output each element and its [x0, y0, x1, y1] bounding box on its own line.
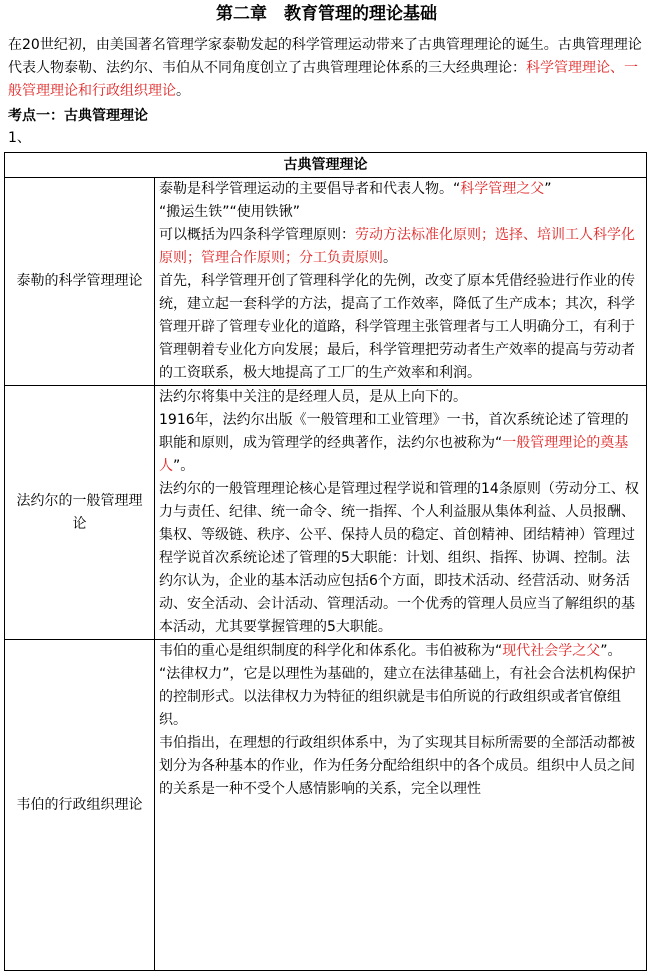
taylor-p3-text: 可以概括为四条科学管理原则：	[159, 227, 355, 243]
weber-p1-end: ”。	[600, 643, 622, 659]
row-content-weber	[155, 640, 647, 971]
fayol-p2-end: ”。	[173, 458, 195, 474]
weber-p2: “法律权力”，它是以理性为基础的，建立在法律基础上，有社会合法机构保护的控制形式。以法律权力为特征的组织就是韦伯所说的行政组织或者官僚组织。	[159, 666, 636, 728]
taylor-p2: “搬运生铁”“使用铁锹”	[159, 204, 301, 220]
row-label-weber: 韦伯的行政组织理论	[5, 640, 155, 971]
page-title: 第二章 教育管理的理论基础	[216, 4, 437, 24]
row-label-fayol: 法约尔的一般管理理论	[5, 386, 155, 640]
table-row	[5, 640, 647, 971]
taylor-p1-end: ”	[544, 181, 552, 197]
taylor-p4: 首先，科学管理开创了管理科学化的先例，改变了原本凭借经验进行作业的传统，建立起一套科学的方法，提高了工作效率，降低了生产成本；其次，科学管理开辟了管理专业化的道路，科学管理主张管理者与工人明确分工，有利于管理朝着专业化方向发展；最后，科学管理把劳动者生产效率的提高与劳动者的工资联系，极大地提高了工厂的生产效率和利润。	[159, 273, 635, 381]
classical-theory-table	[4, 152, 647, 971]
weber-p1-text: 韦伯的重心是组织制度的科学化和体系化。韦伯被称为“	[159, 643, 503, 659]
intro-highlight: 科学管理理论、一般管理理论和行政组织理论	[8, 60, 638, 99]
intro-paragraph	[8, 34, 647, 103]
section-heading: 考点一：古典管理理论	[8, 108, 148, 124]
row-label-taylor: 泰勒的科学管理理论	[5, 178, 155, 386]
table-row	[5, 386, 647, 640]
table-header-row	[5, 153, 647, 178]
weber-p1	[159, 640, 640, 663]
taylor-p3-highlight: 劳动方法标准化原则；选择、培训工人科学化原则；管理合作原则；分工负责原则	[159, 227, 635, 266]
fayol-p2-highlight: 一般管理理论的奠基人	[159, 435, 629, 474]
intro-text: 在20世纪初，由美国著名管理学家泰勒发起的科学管理运动带来了古典管理理论的诞生。古典管理理论代表人物泰勒、法约尔、韦伯从不同角度创立了古典管理理论体系的三大经典理论：	[8, 37, 642, 76]
taylor-p3-end: 。	[383, 250, 397, 266]
taylor-p3	[159, 224, 640, 270]
row-content-fayol	[155, 386, 647, 640]
fayol-p1: 法约尔将集中关注的是经理人员，是从上向下的。	[159, 389, 467, 405]
row-content-taylor	[155, 178, 647, 386]
taylor-p1-text: 泰勒是科学管理运动的主要倡导者和代表人物。“	[159, 181, 461, 197]
taylor-p1-highlight: 科学管理之父	[460, 181, 545, 197]
taylor-p1	[159, 178, 640, 201]
intro-end: 。	[176, 83, 190, 99]
table-header: 古典管理理论	[5, 153, 647, 178]
fayol-p2-text: 1916年，法约尔出版《一般管理和工业管理》一书，首次系统论述了管理的职能和原则，成为管理学的经典著作，法约尔也被称为“	[159, 412, 629, 451]
weber-p1-highlight: 现代社会学之父	[502, 643, 601, 659]
fayol-p2	[159, 409, 640, 478]
fayol-p3: 法约尔的一般管理理论核心是管理过程学说和管理的14条原则（劳动分工、权力与责任、纪律、统一命令、统一指挥、个人利益服从集体利益、人员报酬、集权、等级链、秩序、公平、保持人员的稳定、首创精神、团结精神）管理过程学说首次系统论述了管理的5大职能：计划、组织、指挥、协调、控制。法约尔认为，企业的基本活动应包括6个方面，即技术活动、经营活动、财务活动、安全活动、会计活动、管理活动。一个优秀的管理人员应当了解组织的基本活动，尤其要掌握管理的5大职能。	[159, 481, 639, 635]
item-number: 1、	[8, 130, 31, 146]
table-row	[5, 178, 647, 386]
weber-p3: 韦伯指出，在理想的行政组织体系中，为了实现其目标所需要的全部活动都被划分为各种基本的作业，作为任务分配给组织中的各个成员。组织中人员之间的关系是一种不受个人感情影响的关系，完全以理性	[159, 735, 635, 797]
